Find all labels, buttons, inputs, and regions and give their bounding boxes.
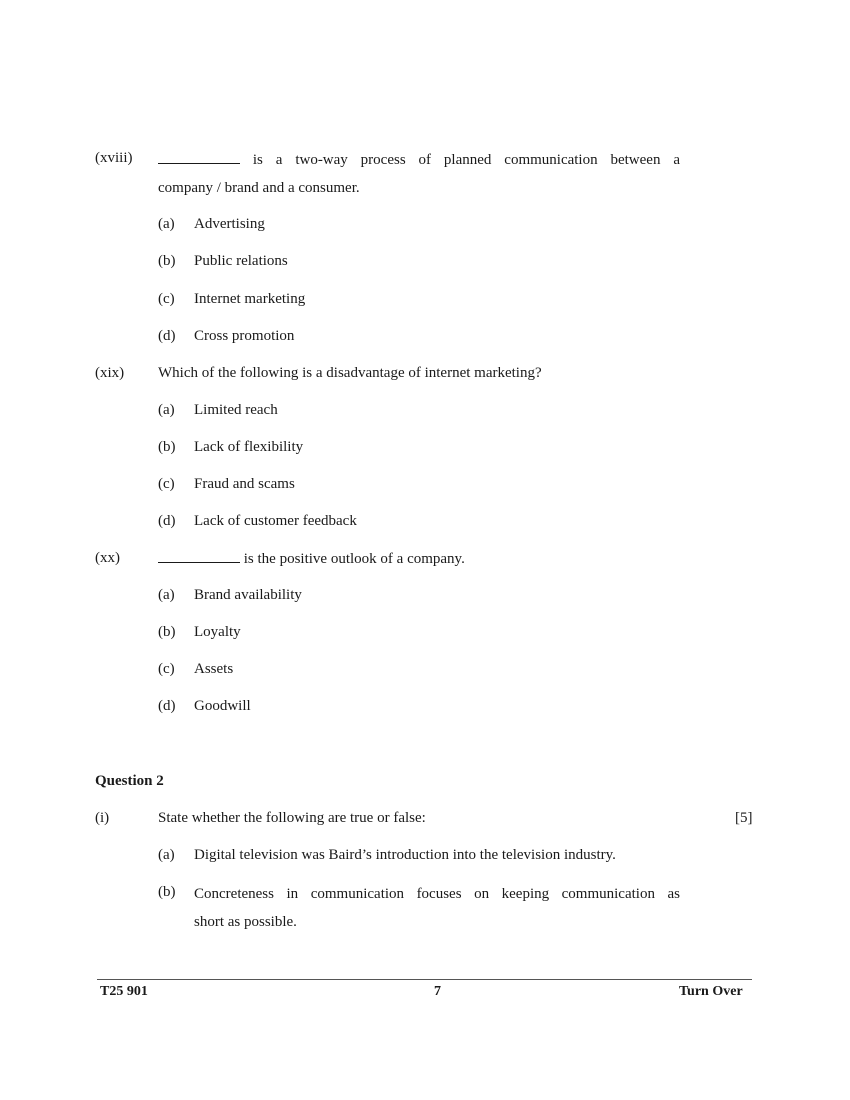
part-number: (i) [95,810,110,826]
option-text: Loyalty [194,624,241,640]
option-text: Assets [194,661,234,677]
option-label: (d) [158,328,176,344]
option-text: Advertising [194,216,265,232]
marks: [5] [735,810,753,826]
option-text: Limited reach [194,402,278,418]
option-text: Brand availability [194,587,302,603]
question-text: is the positive outlook of a company. [158,550,465,568]
option-label: (a) [158,216,175,232]
question-number: (xix) [95,365,125,381]
part-instruction: State whether the following are true or false: [158,810,426,826]
option-label: (a) [158,402,175,418]
option-text: Fraud and scams [194,476,295,492]
item-text: Digital television was Baird’s introduction into the television industry. [194,847,616,863]
option-label: (a) [158,587,175,603]
answer-blank [158,550,240,563]
option-label: (c) [158,476,175,492]
option-label: (d) [158,513,176,529]
paper-code: T25 901 [100,984,148,999]
question-number: (xviii) [95,150,133,166]
item-text: Concreteness in communication focuses on keeping communication as short as possible. [194,886,680,930]
item-label: (b) [158,884,176,900]
option-text: Goodwill [194,698,251,714]
option-label: (b) [158,253,176,269]
item-label: (a) [158,847,175,863]
option-text: Public relations [194,253,288,269]
option-label: (b) [158,439,176,455]
question-number: (xx) [95,550,120,566]
turn-over-label: Turn Over [679,984,743,999]
option-text: Cross promotion [194,328,295,344]
option-text: Lack of customer feedback [194,513,357,529]
page-number: 7 [434,984,441,999]
option-text: Lack of flexibility [194,439,304,455]
option-label: (c) [158,291,175,307]
question-text: is a two-way process of planned communication between a company / brand and a consumer. [158,152,680,196]
option-text: Internet marketing [194,291,306,307]
section-heading: Question 2 [95,773,164,789]
question-text: Which of the following is a disadvantage of internet marketing? [158,365,542,381]
option-label: (c) [158,661,175,677]
footer-divider [97,979,752,980]
answer-blank [158,151,240,164]
option-label: (b) [158,624,176,640]
option-label: (d) [158,698,176,714]
